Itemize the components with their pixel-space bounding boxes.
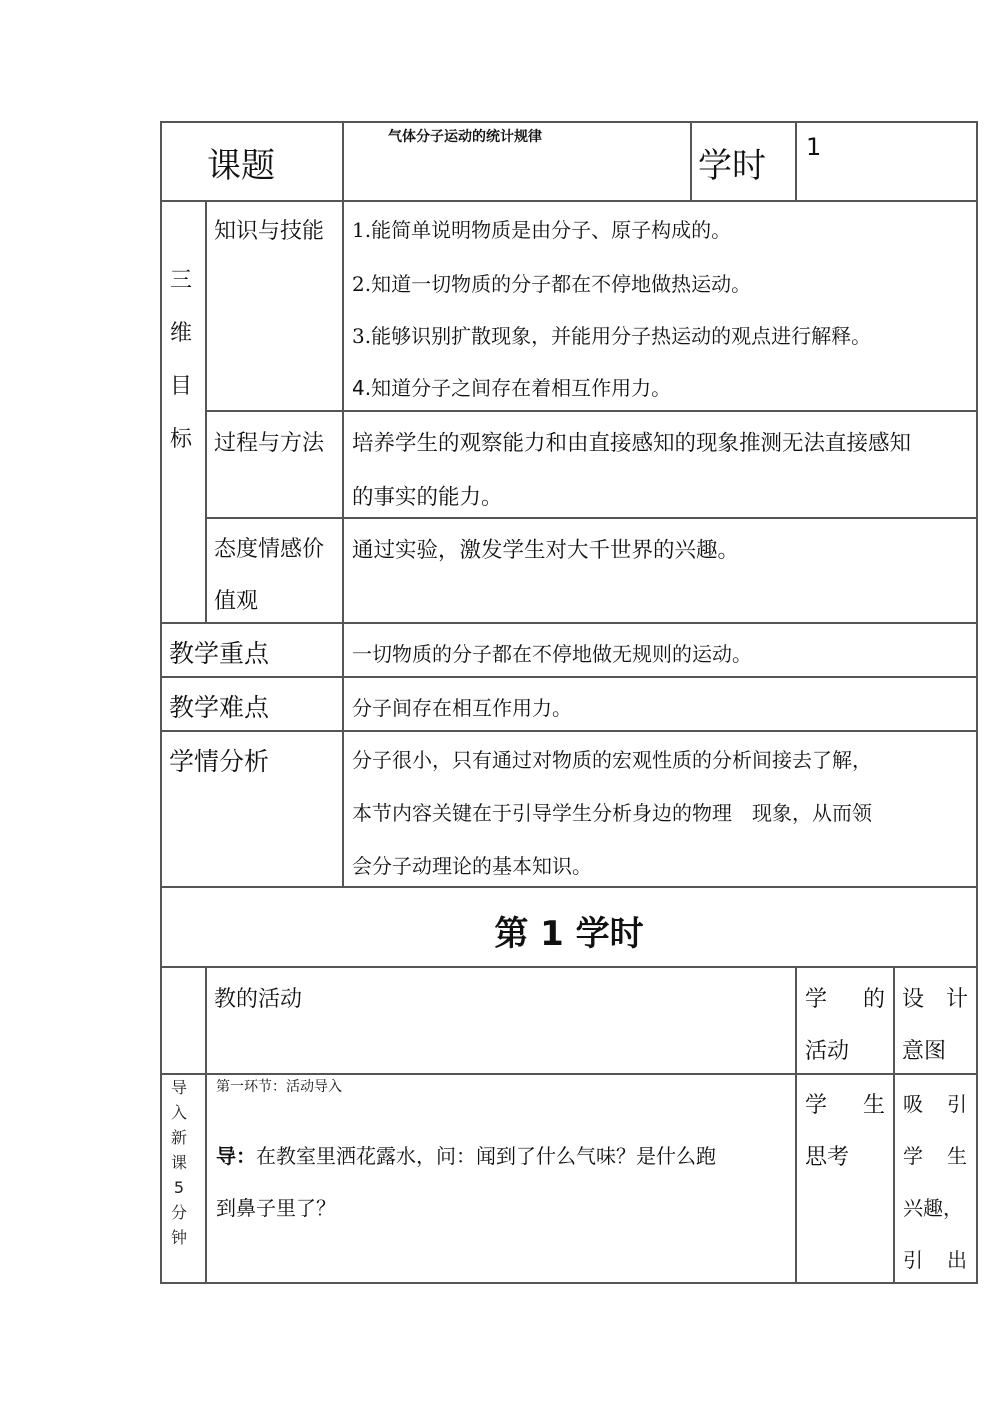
col-divider bbox=[893, 966, 895, 1282]
row-divider bbox=[160, 966, 978, 968]
process-text: 培养学生的观察能力和由直接感知的现象推测无法直接感知 bbox=[352, 431, 912, 456]
design-intent-header: 意图 bbox=[902, 1039, 947, 1064]
row-divider bbox=[205, 410, 978, 412]
row-divider bbox=[160, 622, 978, 624]
session-title: 第 1 学时 bbox=[494, 914, 644, 954]
attitude-text: 通过实验，激发学生对大千世界的兴趣。 bbox=[352, 538, 740, 563]
teacher-prompt: 导：在教室里洒花露水，问：闻到了什么气味？是什么跑 bbox=[216, 1144, 716, 1168]
knowledge-item: 3.能够识别扩散现象，并能用分子热运动的观点进行解释。 bbox=[352, 324, 872, 348]
key-point-text: 一切物质的分子都在不停地做无规则的运动。 bbox=[352, 642, 752, 666]
border-top bbox=[160, 121, 978, 123]
process-text: 的事实的能力。 bbox=[352, 485, 503, 510]
student-activity-header: 活动 bbox=[805, 1039, 850, 1064]
student-activity: 学 生 bbox=[805, 1093, 885, 1118]
section-title: 第一环节：活动导入 bbox=[216, 1079, 342, 1095]
col-divider bbox=[690, 121, 692, 200]
col-divider bbox=[205, 200, 207, 622]
row-divider bbox=[160, 1073, 978, 1075]
border-left bbox=[160, 121, 162, 1283]
row-divider bbox=[205, 517, 978, 519]
knowledge-item: 4.知道分子之间存在着相互作用力。 bbox=[352, 376, 672, 400]
knowledge-item: 2.知道一切物质的分子都在不停地做热运动。 bbox=[352, 272, 752, 296]
col-divider bbox=[795, 121, 797, 200]
key-point-label: 教学重点 bbox=[169, 639, 270, 668]
col-divider bbox=[342, 121, 344, 886]
difficulty-label: 教学难点 bbox=[169, 693, 270, 722]
attitude-label: 值观 bbox=[214, 589, 259, 614]
row-divider bbox=[160, 200, 978, 202]
teacher-prompt: 到鼻子里了？ bbox=[216, 1196, 336, 1220]
topic-value: 气体分子运动的统计规律 bbox=[388, 129, 542, 145]
hours-value: 1 bbox=[806, 133, 822, 161]
analysis-label: 学情分析 bbox=[169, 747, 270, 776]
row-divider bbox=[160, 886, 978, 888]
student-activity-header: 学 的 bbox=[805, 987, 885, 1012]
hours-label: 学时 bbox=[698, 146, 766, 186]
student-activity: 思考 bbox=[805, 1145, 850, 1170]
border-right bbox=[976, 121, 978, 1283]
analysis-text: 分子很小，只有通过对物质的宏观性质的分析间接去了解， bbox=[352, 748, 872, 772]
prompt-label: 导： bbox=[216, 1144, 256, 1168]
process-label: 过程与方法 bbox=[214, 431, 325, 456]
knowledge-label: 知识与技能 bbox=[214, 219, 325, 244]
row-divider bbox=[160, 730, 978, 732]
analysis-text: 本节内容关键在于引导学生分析身边的物理 现象，从而领 bbox=[352, 801, 872, 825]
difficulty-text: 分子间存在相互作用力。 bbox=[352, 696, 572, 720]
attitude-label: 态度情感价 bbox=[214, 537, 325, 562]
col-divider bbox=[205, 966, 207, 1282]
topic-label: 课题 bbox=[207, 146, 275, 186]
border-bottom bbox=[160, 1282, 978, 1284]
teacher-activity-header: 教的活动 bbox=[214, 987, 303, 1012]
analysis-text: 会分子动理论的基本知识。 bbox=[352, 854, 592, 878]
row-divider bbox=[160, 676, 978, 678]
col-divider bbox=[795, 966, 797, 1282]
knowledge-item: 1.能简单说明物质是由分子、原子构成的。 bbox=[352, 218, 732, 242]
design-intent-header: 设 计 bbox=[902, 987, 968, 1012]
